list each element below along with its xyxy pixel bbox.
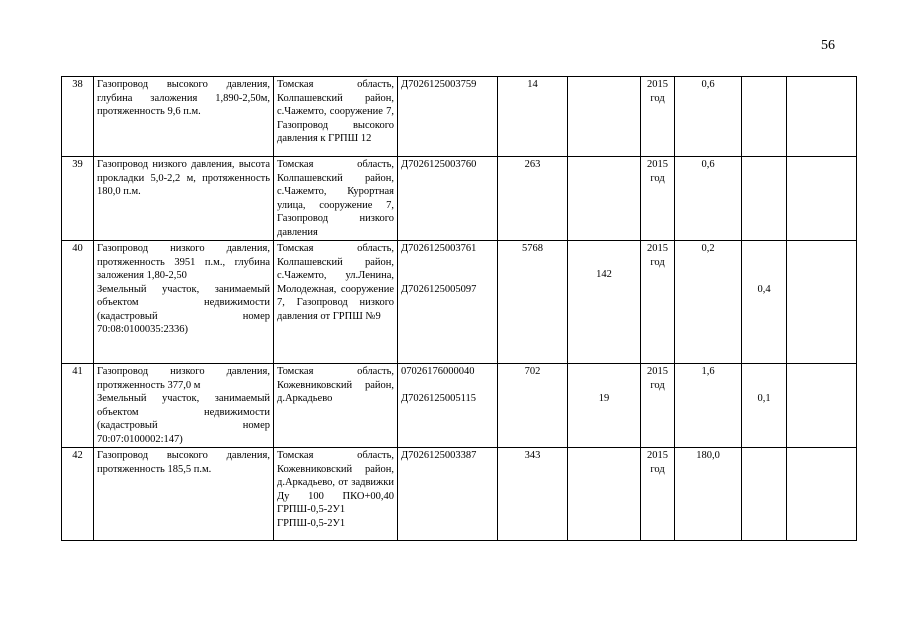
value-cell-9 [742,364,787,448]
object-name-cell [94,364,274,448]
value-cell-5 [498,448,568,541]
value-cell-5 [498,77,568,157]
object-address: Томская область, Колпашевский район, с.Чажемто, ул.Ленина, Молодежная, сооружение 7, Газопровод низкого давления от ГРПШ №9 [274,241,398,364]
object-name: Газопровод высокого давления, глубина заложения 1,890-2,50м, протяженность 9,6 п.м. [97,79,270,117]
value: 14 [527,79,538,90]
value: 263 [524,159,541,170]
object-name: Газопровод низкого давления, высота прокладки 5,0-2,2 м, протяженность 180,0 п.м. [97,159,270,197]
value-cell-6 [568,448,641,541]
value-cell-6 [568,364,641,448]
cadastral-number: Д7026125003759 [401,79,477,90]
object-name-cell [94,157,274,241]
value-cell-10 [787,157,857,241]
year-cell: 2015 год [641,77,675,157]
value: 702 [524,366,541,377]
row-number: 41 [62,364,94,448]
cadastral-cell [398,241,498,364]
object-name-cell [94,241,274,364]
value: 0,6 [701,159,715,170]
value-cell-9 [742,448,787,541]
value-cell-10 [787,448,857,541]
table-row [62,157,857,241]
object-name-cell [94,77,274,157]
value: 0,2 [701,243,715,254]
cadastral-number: Д7026125003761 [401,243,477,254]
value: 142 [596,269,612,280]
value-cell-8 [675,364,742,448]
value: 19 [598,393,610,404]
cadastral-cell [398,448,498,541]
value: 0,1 [757,393,771,404]
value-cell-10 [787,77,857,157]
cadastral-number: Д7026125005097 [401,283,477,295]
cadastral-number: Д7026125005115 [401,393,477,404]
table-row [62,364,857,448]
value-cell-6 [568,241,641,364]
value-cell-5 [498,157,568,241]
page-number: 56 [821,38,835,53]
value-cell-9 [742,77,787,157]
table-row [62,77,857,157]
object-address: Томская область, Кожевниковский район, д.Аркадьево, от задвижки Ду 100 ПКО+00,40 ГРПШ-0,5-2У1 ГРПШ-0,5-2У1 [274,448,398,541]
year-cell: 2015 год [641,157,675,241]
value-cell-10 [787,364,857,448]
year-cell: 2015 год [641,241,675,364]
value-cell-9 [742,241,787,364]
land-plot-name: Земельный участок, занимаемый объектом недвижимости (кадастровый номер 70:08:0100035:2336) [97,283,270,335]
value: 343 [524,450,541,461]
value-cell-8 [675,157,742,241]
value-cell-6 [568,77,641,157]
cadastral-number: Д7026125003387 [401,450,477,461]
object-name: Газопровод высокого давления, протяженность 185,5 п.м. [97,450,270,475]
year-cell: 2015 год [641,448,675,541]
property-registry-table [61,76,857,541]
cadastral-cell [398,364,498,448]
object-name: Газопровод низкого давления, протяженность 3951 п.м., глубина заложения 1,80-2,50 [97,243,270,281]
object-address: Томская область, Колпашевский район, с.Чажемто, Курортная улица, сооружение 7, Газопровод низкого давления [274,157,398,241]
table-row [62,241,857,364]
value: 180,0 [696,450,720,461]
value: 1,6 [701,366,715,377]
value: 0,4 [757,284,771,295]
row-number: 38 [62,77,94,157]
row-number: 39 [62,157,94,241]
cadastral-cell [398,157,498,241]
value-cell-8 [675,241,742,364]
cadastral-cell [398,77,498,157]
value-cell-6 [568,157,641,241]
land-plot-name: Земельный участок, занимаемый объектом недвижимости (кадастровый номер 70:07:0100002:147) [97,393,270,445]
cadastral-number: Д7026125003760 [401,159,477,170]
row-number: 42 [62,448,94,541]
value-cell-5 [498,241,568,364]
row-number: 40 [62,241,94,364]
value: 5768 [522,243,543,254]
object-address: Томская область, Колпашевский район, с.Чажемто, сооружение 7, Газопровод высокого давления к ГРПШ 12 [274,77,398,157]
year-cell: 2015 год [641,364,675,448]
value: 0,6 [701,79,715,90]
object-address: Томская область, Кожевниковский район, д.Аркадьево [274,364,398,448]
value-cell-10 [787,241,857,364]
table-row [62,448,857,541]
value-cell-9 [742,157,787,241]
value-cell-8 [675,448,742,541]
object-name: Газопровод низкого давления, протяженность 377,0 м [97,366,270,391]
cadastral-number: 07026176000040 [401,366,475,377]
object-name-cell [94,448,274,541]
value-cell-8 [675,77,742,157]
value-cell-5 [498,364,568,448]
